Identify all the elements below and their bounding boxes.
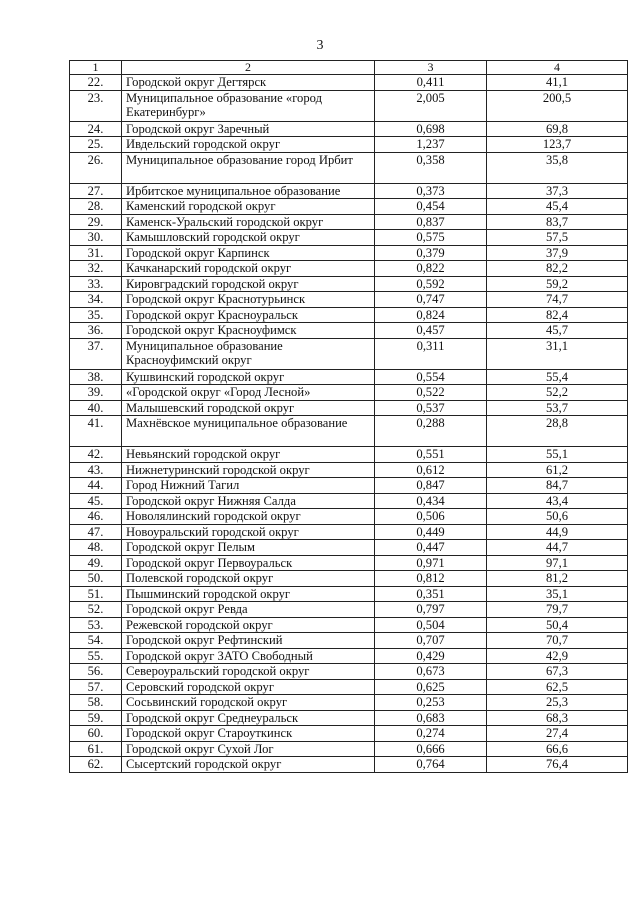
row-number: 35. <box>70 307 122 323</box>
table-row <box>70 757 628 773</box>
row-number: 52. <box>70 602 122 618</box>
row-number: 50. <box>70 571 122 587</box>
table-row <box>70 261 628 277</box>
row-number: 33. <box>70 276 122 292</box>
value-column-3: 0,373 <box>375 183 487 199</box>
table-row <box>70 338 628 369</box>
value-column-3: 0,288 <box>375 416 487 447</box>
value-column-3: 0,698 <box>375 121 487 137</box>
municipality-name: Муниципальное образование «город Екатеринбург» <box>122 90 375 121</box>
municipality-name: Городской округ Среднеуральск <box>122 710 375 726</box>
value-column-3: 0,351 <box>375 586 487 602</box>
municipality-name: Городской округ Рефтинский <box>122 633 375 649</box>
row-number: 44. <box>70 478 122 494</box>
value-column-3: 0,506 <box>375 509 487 525</box>
municipality-name: Новолялинский городской округ <box>122 509 375 525</box>
municipality-name: Городской округ Ревда <box>122 602 375 618</box>
value-column-4: 62,5 <box>487 679 628 695</box>
table-row <box>70 571 628 587</box>
municipality-name: Пышминский городской округ <box>122 586 375 602</box>
value-column-4: 74,7 <box>487 292 628 308</box>
value-column-4: 84,7 <box>487 478 628 494</box>
row-number: 38. <box>70 369 122 385</box>
value-column-3: 0,434 <box>375 493 487 509</box>
value-column-3: 0,358 <box>375 152 487 183</box>
value-column-4: 55,1 <box>487 447 628 463</box>
value-column-3: 0,253 <box>375 695 487 711</box>
allocation-table <box>69 60 628 773</box>
row-number: 39. <box>70 385 122 401</box>
value-column-4: 81,2 <box>487 571 628 587</box>
column-header: 3 <box>375 61 487 75</box>
value-column-3: 0,554 <box>375 369 487 385</box>
row-number: 28. <box>70 199 122 215</box>
value-column-3: 0,747 <box>375 292 487 308</box>
municipality-name: Ирбитское муниципальное образование <box>122 183 375 199</box>
table-row <box>70 648 628 664</box>
municipality-name: Городской округ Нижняя Салда <box>122 493 375 509</box>
municipality-name: Городской округ Красноуфимск <box>122 323 375 339</box>
row-number: 26. <box>70 152 122 183</box>
table-row <box>70 90 628 121</box>
value-column-3: 0,847 <box>375 478 487 494</box>
value-column-3: 0,592 <box>375 276 487 292</box>
table-row <box>70 230 628 246</box>
municipality-name: Каменский городской округ <box>122 199 375 215</box>
municipality-name: Североуральский городской округ <box>122 664 375 680</box>
municipality-name: Город Нижний Тагил <box>122 478 375 494</box>
municipality-name: Новоуральский городской округ <box>122 524 375 540</box>
value-column-3: 0,812 <box>375 571 487 587</box>
municipality-name: Городской округ Пелым <box>122 540 375 556</box>
value-column-4: 52,2 <box>487 385 628 401</box>
row-number: 47. <box>70 524 122 540</box>
value-column-4: 68,3 <box>487 710 628 726</box>
value-column-4: 27,4 <box>487 726 628 742</box>
value-column-3: 0,522 <box>375 385 487 401</box>
value-column-4: 31,1 <box>487 338 628 369</box>
row-number: 22. <box>70 75 122 91</box>
table-row <box>70 586 628 602</box>
value-column-4: 28,8 <box>487 416 628 447</box>
municipality-name: Нижнетуринский городской округ <box>122 462 375 478</box>
value-column-3: 1,237 <box>375 137 487 153</box>
municipality-name: Малышевский городской округ <box>122 400 375 416</box>
municipality-name: «Городской округ «Город Лесной» <box>122 385 375 401</box>
table-row <box>70 307 628 323</box>
value-column-3: 0,837 <box>375 214 487 230</box>
value-column-3: 0,457 <box>375 323 487 339</box>
row-number: 36. <box>70 323 122 339</box>
value-column-4: 57,5 <box>487 230 628 246</box>
value-column-3: 0,707 <box>375 633 487 649</box>
row-number: 43. <box>70 462 122 478</box>
value-column-3: 0,411 <box>375 75 487 91</box>
value-column-3: 0,666 <box>375 741 487 757</box>
value-column-3: 0,971 <box>375 555 487 571</box>
value-column-4: 66,6 <box>487 741 628 757</box>
column-header: 4 <box>487 61 628 75</box>
municipality-name: Ивдельский городской округ <box>122 137 375 153</box>
table-row <box>70 524 628 540</box>
municipality-name: Сысертский городской округ <box>122 757 375 773</box>
value-column-3: 0,311 <box>375 338 487 369</box>
row-number: 30. <box>70 230 122 246</box>
row-number: 29. <box>70 214 122 230</box>
value-column-4: 200,5 <box>487 90 628 121</box>
value-column-3: 0,447 <box>375 540 487 556</box>
row-number: 51. <box>70 586 122 602</box>
value-column-3: 0,797 <box>375 602 487 618</box>
table-row <box>70 447 628 463</box>
table-row <box>70 555 628 571</box>
value-column-4: 25,3 <box>487 695 628 711</box>
value-column-4: 83,7 <box>487 214 628 230</box>
value-column-3: 2,005 <box>375 90 487 121</box>
value-column-4: 43,4 <box>487 493 628 509</box>
table-row <box>70 199 628 215</box>
table-row <box>70 710 628 726</box>
value-column-3: 0,429 <box>375 648 487 664</box>
row-number: 53. <box>70 617 122 633</box>
municipality-name: Городской округ Красноуральск <box>122 307 375 323</box>
municipality-name: Кировградский городской округ <box>122 276 375 292</box>
value-column-3: 0,379 <box>375 245 487 261</box>
value-column-3: 0,454 <box>375 199 487 215</box>
table-row <box>70 726 628 742</box>
table-row <box>70 741 628 757</box>
municipality-name: Невьянский городской округ <box>122 447 375 463</box>
value-column-4: 41,1 <box>487 75 628 91</box>
value-column-3: 0,824 <box>375 307 487 323</box>
value-column-4: 37,3 <box>487 183 628 199</box>
municipality-name: Качканарский городской округ <box>122 261 375 277</box>
value-column-4: 69,8 <box>487 121 628 137</box>
table-row <box>70 617 628 633</box>
row-number: 48. <box>70 540 122 556</box>
row-number: 45. <box>70 493 122 509</box>
row-number: 59. <box>70 710 122 726</box>
value-column-4: 55,4 <box>487 369 628 385</box>
value-column-4: 35,1 <box>487 586 628 602</box>
municipality-name: Городской округ ЗАТО Свободный <box>122 648 375 664</box>
value-column-3: 0,537 <box>375 400 487 416</box>
column-header: 1 <box>70 61 122 75</box>
table-row <box>70 540 628 556</box>
value-column-4: 97,1 <box>487 555 628 571</box>
row-number: 58. <box>70 695 122 711</box>
row-number: 54. <box>70 633 122 649</box>
table-row <box>70 245 628 261</box>
municipality-name: Городской округ Первоуральск <box>122 555 375 571</box>
municipality-name: Городской округ Краснотурьинск <box>122 292 375 308</box>
municipality-name: Полевской городской округ <box>122 571 375 587</box>
municipality-name: Городской округ Карпинск <box>122 245 375 261</box>
value-column-4: 50,4 <box>487 617 628 633</box>
table-row <box>70 183 628 199</box>
table-row <box>70 214 628 230</box>
row-number: 34. <box>70 292 122 308</box>
row-number: 46. <box>70 509 122 525</box>
row-number: 40. <box>70 400 122 416</box>
value-column-3: 0,764 <box>375 757 487 773</box>
table-row <box>70 323 628 339</box>
table-row <box>70 385 628 401</box>
row-number: 57. <box>70 679 122 695</box>
value-column-3: 0,449 <box>375 524 487 540</box>
value-column-4: 42,9 <box>487 648 628 664</box>
municipality-name: Сосьвинский городской округ <box>122 695 375 711</box>
value-column-4: 45,4 <box>487 199 628 215</box>
table-row <box>70 276 628 292</box>
value-column-3: 0,274 <box>375 726 487 742</box>
value-column-3: 0,625 <box>375 679 487 695</box>
municipality-name: Городской округ Староуткинск <box>122 726 375 742</box>
row-number: 55. <box>70 648 122 664</box>
table-row <box>70 493 628 509</box>
value-column-3: 0,822 <box>375 261 487 277</box>
row-number: 37. <box>70 338 122 369</box>
table-row <box>70 121 628 137</box>
column-header: 2 <box>122 61 375 75</box>
table-row <box>70 400 628 416</box>
row-number: 60. <box>70 726 122 742</box>
municipality-name: Махнёвское муниципальное образование <box>122 416 375 447</box>
municipality-name: Городской округ Сухой Лог <box>122 741 375 757</box>
municipality-name: Камышловский городской округ <box>122 230 375 246</box>
municipality-name: Каменск-Уральский городской округ <box>122 214 375 230</box>
municipality-name: Серовский городской округ <box>122 679 375 695</box>
value-column-4: 45,7 <box>487 323 628 339</box>
value-column-4: 76,4 <box>487 757 628 773</box>
value-column-3: 0,551 <box>375 447 487 463</box>
municipality-name: Муниципальное образование город Ирбит <box>122 152 375 183</box>
value-column-4: 50,6 <box>487 509 628 525</box>
row-number: 62. <box>70 757 122 773</box>
row-number: 41. <box>70 416 122 447</box>
value-column-4: 123,7 <box>487 137 628 153</box>
table-row <box>70 509 628 525</box>
page-number: 3 <box>316 38 324 53</box>
value-column-4: 70,7 <box>487 633 628 649</box>
table-row <box>70 462 628 478</box>
municipality-name: Городской округ Дегтярск <box>122 75 375 91</box>
row-number: 49. <box>70 555 122 571</box>
header-row <box>70 61 628 75</box>
row-number: 25. <box>70 137 122 153</box>
municipality-name: Муниципальное образование Красноуфимский округ <box>122 338 375 369</box>
table-body <box>70 75 628 773</box>
value-column-4: 82,2 <box>487 261 628 277</box>
table-row <box>70 292 628 308</box>
table-row <box>70 478 628 494</box>
row-number: 31. <box>70 245 122 261</box>
table-row <box>70 633 628 649</box>
table-row <box>70 369 628 385</box>
table-row <box>70 679 628 695</box>
row-number: 24. <box>70 121 122 137</box>
municipality-name: Городской округ Заречный <box>122 121 375 137</box>
table-row <box>70 137 628 153</box>
row-number: 23. <box>70 90 122 121</box>
table-row <box>70 602 628 618</box>
value-column-4: 35,8 <box>487 152 628 183</box>
value-column-3: 0,612 <box>375 462 487 478</box>
table-row <box>70 75 628 91</box>
value-column-4: 59,2 <box>487 276 628 292</box>
value-column-4: 82,4 <box>487 307 628 323</box>
value-column-4: 44,9 <box>487 524 628 540</box>
municipality-name: Кушвинский городской округ <box>122 369 375 385</box>
value-column-4: 37,9 <box>487 245 628 261</box>
value-column-3: 0,504 <box>375 617 487 633</box>
table-row <box>70 664 628 680</box>
row-number: 27. <box>70 183 122 199</box>
row-number: 42. <box>70 447 122 463</box>
value-column-4: 44,7 <box>487 540 628 556</box>
municipality-name: Режевской городской округ <box>122 617 375 633</box>
row-number: 56. <box>70 664 122 680</box>
row-number: 61. <box>70 741 122 757</box>
row-number: 32. <box>70 261 122 277</box>
value-column-4: 67,3 <box>487 664 628 680</box>
value-column-3: 0,575 <box>375 230 487 246</box>
table-row <box>70 695 628 711</box>
value-column-4: 79,7 <box>487 602 628 618</box>
value-column-3: 0,683 <box>375 710 487 726</box>
table-row <box>70 152 628 183</box>
table-row <box>70 416 628 447</box>
value-column-4: 53,7 <box>487 400 628 416</box>
value-column-4: 61,2 <box>487 462 628 478</box>
value-column-3: 0,673 <box>375 664 487 680</box>
